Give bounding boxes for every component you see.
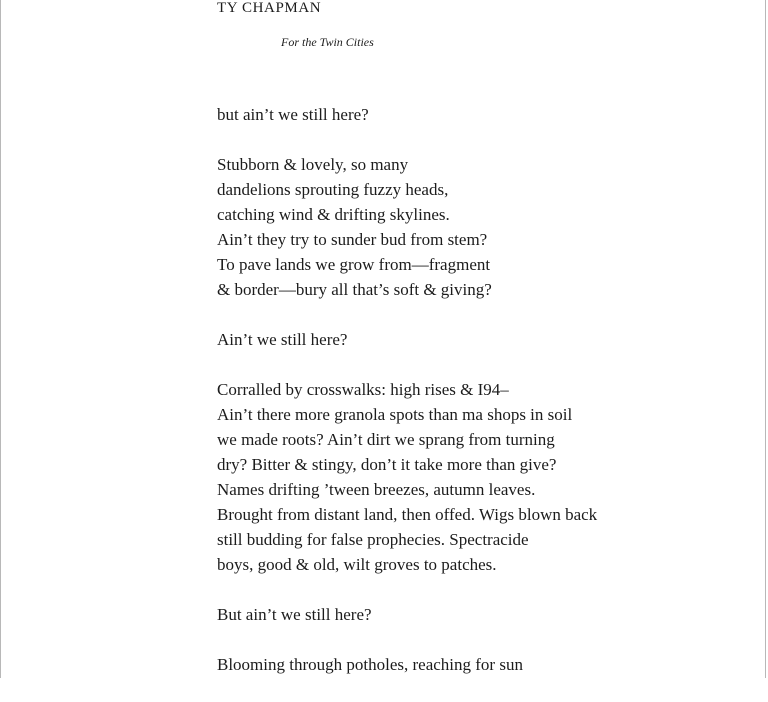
poem-line: dry? Bitter & stingy, don’t it take more than give? xyxy=(217,455,557,474)
poem-line: To pave lands we grow from—fragment xyxy=(217,255,491,274)
poem-line: boys, good & old, wilt groves to patches. xyxy=(217,555,497,574)
poem-line: dandelions sprouting fuzzy heads, xyxy=(217,180,449,199)
poem-line: we made roots? Ain’t dirt we sprang from turning xyxy=(217,430,555,449)
poem-line: catching wind & drifting skylines. xyxy=(217,205,450,224)
poem-line: Brought from distant land, then offed. Wigs blown back xyxy=(217,505,598,524)
poem-body xyxy=(217,102,597,702)
stanza xyxy=(217,152,597,302)
poem-line: Corralled by crosswalks: high rises & I94– xyxy=(217,380,509,399)
poem-line: Ain’t we still here? xyxy=(217,330,348,349)
stanza xyxy=(217,377,597,577)
dedication: For the Twin Cities xyxy=(281,35,374,49)
poem-line: but ain’t we still here? xyxy=(217,105,369,124)
poem-line: Ain’t they try to sunder bud from stem? xyxy=(217,230,488,249)
poem-line: & border—bury all that’s soft & giving? xyxy=(217,280,492,299)
author-name: TY CHAPMAN xyxy=(217,0,322,16)
poem-line: Ain’t there more granola spots than ma shops in soil xyxy=(217,405,573,424)
poem-line: Names drifting ’tween breezes, autumn leaves. xyxy=(217,480,536,499)
stanza xyxy=(217,327,597,352)
poem-line: Stubborn & lovely, so many xyxy=(217,155,409,174)
stanza xyxy=(217,652,597,677)
stanza xyxy=(217,602,597,627)
poem-line: still budding for false prophecies. Spectracide xyxy=(217,530,529,549)
stanza xyxy=(217,102,597,127)
poem-line: Blooming through potholes, reaching for sun xyxy=(217,655,523,674)
poem-line: But ain’t we still here? xyxy=(217,605,372,624)
